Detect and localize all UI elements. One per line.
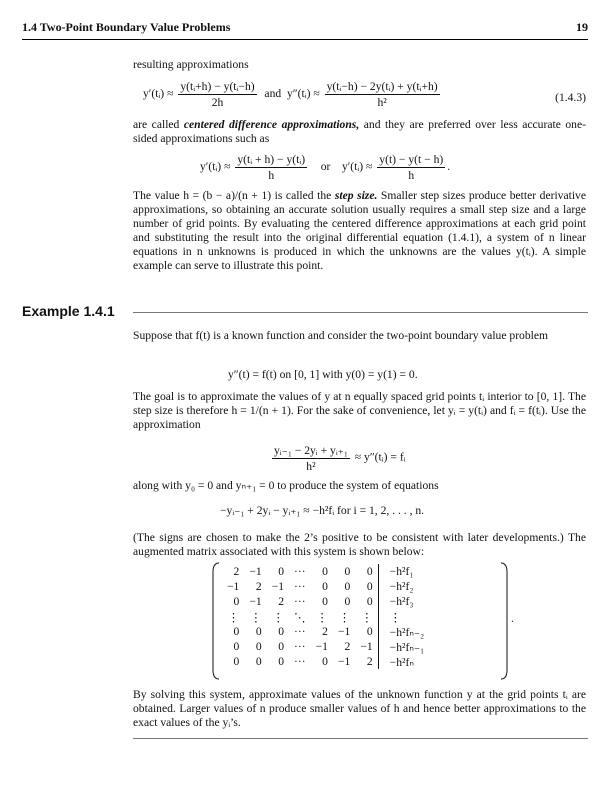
matrix-cell: ⋮	[361, 610, 373, 624]
matrix-row	[222, 654, 429, 669]
matrix-cell: −1	[315, 640, 328, 653]
matrix-cell: 0	[233, 640, 240, 653]
matrix-cell: −h²fₙ₋₁	[389, 640, 425, 654]
matrix-row	[222, 564, 429, 579]
matrix-cell: 2	[278, 595, 285, 608]
matrix-cell: 0	[344, 565, 351, 578]
matrix-cell: 0	[255, 640, 262, 653]
matrix-cell: ⋮	[272, 610, 285, 624]
matrix-cell: 0	[366, 565, 373, 578]
matrix-table	[222, 564, 429, 669]
matrix-cell: 0	[344, 595, 351, 608]
matrix-cell: −h²fₙ	[389, 655, 414, 669]
matrix-cell: −1	[249, 595, 262, 608]
example-rule	[133, 312, 588, 313]
matrix-right-bracket	[500, 562, 508, 680]
matrix-cell: 0	[278, 565, 285, 578]
matrix-cell: −1	[271, 580, 285, 593]
paragraph-centered: are called centered difference approximations, and they are preferred over less accurate one-sided approximations such as	[133, 118, 586, 145]
example-end-rule	[133, 738, 588, 739]
eq143-lhs1: y′(tᵢ) ≈	[143, 87, 174, 101]
matrix-cell: −1	[360, 640, 373, 653]
onesided-frac2: $\frac{y(t) - y(t - h)}{h}$	[379, 153, 444, 182]
matrix-cell: −h²f₁	[389, 565, 414, 578]
matrix-cell: 0	[366, 580, 373, 593]
example-para3: along with y₀ = 0 and yₙ₊₁ = 0 to produce the system of equations	[133, 479, 439, 492]
example-label: Example 1.4.1	[22, 303, 115, 319]
matrix-cell: 0	[278, 640, 285, 653]
matrix-cell: ···	[294, 640, 306, 653]
matrix-row	[222, 639, 429, 654]
matrix-cell: 0	[278, 655, 285, 668]
matrix-cell: 2	[366, 655, 373, 668]
matrix-cell: 2	[233, 565, 240, 578]
equation-system: −yᵢ₋₁ + 2yᵢ − yᵢ₊₁ ≈ −h²fᵢ for i = 1, 2, . . . , n.	[220, 504, 425, 517]
onesided-frac1: $\frac{\text{y(tᵢ + h) − y(tᵢ)}}{h}$	[237, 153, 306, 182]
matrix-cell: −h²f₃	[389, 595, 414, 608]
matrix-cell: 0	[233, 595, 240, 608]
equation-approximation: $\frac{\text{yᵢ₋₁ − 2yᵢ + yᵢ₊₁}}{\text{h²}}$ ≈ y″(tᵢ) = fᵢ	[274, 444, 406, 473]
eq143-lhs2: y″(tᵢ) ≈	[286, 87, 320, 101]
matrix-cell: ···	[294, 625, 306, 638]
matrix-cell: 0	[278, 625, 285, 638]
example-para5: By solving this system, approximate values of the unknown function y at the grid points tᵢ are obtained. Larger values of n produce smaller values of h and hence better approximations to the exact values of the yᵢ’s.	[133, 688, 586, 729]
section-title: 1.4 Two-Point Boundary Value Problems	[22, 20, 231, 34]
matrix-cell: 0	[255, 655, 262, 668]
matrix-row	[222, 609, 429, 624]
paragraph-stepsize: The value h = (b − a)/(n + 1) is called the step size. Smaller step sizes produce better derivative approximations, so obtaining an accurate solution usually requires a small step size and a large number of grid points. By evaluating the centered difference approximations at each grid point and substituting the result into the original differential equation (1.4.1), a system of n linear equations in n unknowns is produced in which the unknowns are the values y(tᵢ). A simple example can serve to illustrate this point.	[133, 189, 586, 273]
example-para2: The goal is to approximate the values of y at n equally spaced grid points tᵢ interior to [0, 1]. The step size is therefore h = 1/(n + 1). For the sake of convenience, let yᵢ = y(tᵢ) and fᵢ = f(tᵢ). Use the approximation	[133, 390, 586, 431]
matrix-cell: ⋮	[338, 610, 351, 624]
matrix-cell: −1	[337, 655, 351, 668]
intro-line: resulting approximations	[133, 58, 249, 71]
running-header	[22, 20, 588, 36]
matrix-row	[222, 579, 429, 594]
matrix-cell: 2	[344, 640, 351, 653]
matrix-cell: 0	[322, 595, 328, 608]
matrix-row	[222, 594, 429, 609]
matrix-cell: ···	[294, 565, 306, 578]
equation-1-4-3	[143, 80, 442, 109]
eq143-frac2: $\frac{\text{y(tᵢ−h) − 2y(tᵢ) + y(tᵢ+h)}}{\text{h²}}$	[326, 80, 438, 109]
matrix-row	[222, 624, 429, 639]
matrix-cell: 0	[344, 580, 351, 593]
matrix-cell: ···	[294, 595, 306, 608]
matrix-cell: ⋮	[316, 610, 328, 624]
matrix-cell: 0	[322, 580, 328, 593]
matrix-cell: 2	[322, 625, 328, 638]
matrix-cell: −1	[249, 565, 262, 578]
matrix-cell: 0	[255, 625, 262, 638]
matrix-cell: 0	[233, 625, 240, 638]
matrix-cell: ⋮	[227, 610, 240, 624]
matrix-cell: 0	[366, 595, 373, 608]
header-rule	[22, 39, 588, 40]
example-para4: (The signs are chosen to make the 2’s positive to be consistent with later developments.) The augmented matrix associated with this system is shown below:	[133, 531, 586, 558]
term-step-size: step size.	[334, 189, 378, 202]
term-centered-difference: centered difference approximations,	[183, 118, 360, 131]
equation-onesided: y′(tᵢ) ≈ $\frac{\text{y(tᵢ + h) − y(tᵢ)}}{h}$ or y′(tᵢ) ≈ $\frac{y(t) - y(t - h)}{h}$ .	[200, 153, 451, 182]
matrix-cell: −1	[337, 625, 351, 638]
page-number: 19	[576, 20, 588, 34]
example-para1: Suppose that f(t) is a known function and consider the two-point boundary value problem	[133, 329, 549, 342]
matrix-cell: −1	[227, 580, 240, 593]
matrix-cell: 2	[255, 580, 262, 593]
matrix-cell: 0	[322, 655, 328, 668]
matrix-left-bracket	[212, 562, 220, 680]
eq143-frac1: $\frac{\text{y(tᵢ+h) − y(tᵢ−h)}}{2h}$	[180, 80, 255, 109]
equation-bvp: y″(t) = f(t) on [0, 1] with y(0) = y(1) = 0.	[228, 368, 418, 381]
matrix-cell: ⋮	[250, 610, 262, 624]
matrix-cell: 0	[322, 565, 328, 578]
matrix-end-period: .	[511, 612, 514, 625]
matrix-cell: ⋱	[294, 610, 306, 624]
matrix-cell: ⋮	[389, 610, 402, 624]
matrix-cell: 0	[366, 625, 373, 638]
matrix-cell: ···	[294, 580, 306, 593]
matrix-cell: −h²f₂	[389, 580, 414, 593]
matrix-cell: −h²fₙ₋₂	[389, 625, 425, 639]
equation-number: (1.4.3)	[555, 91, 586, 104]
matrix-cell: 0	[233, 655, 240, 668]
eq143-and: and	[264, 87, 282, 101]
augmented-matrix	[212, 562, 508, 680]
matrix-cell: ···	[294, 655, 306, 668]
